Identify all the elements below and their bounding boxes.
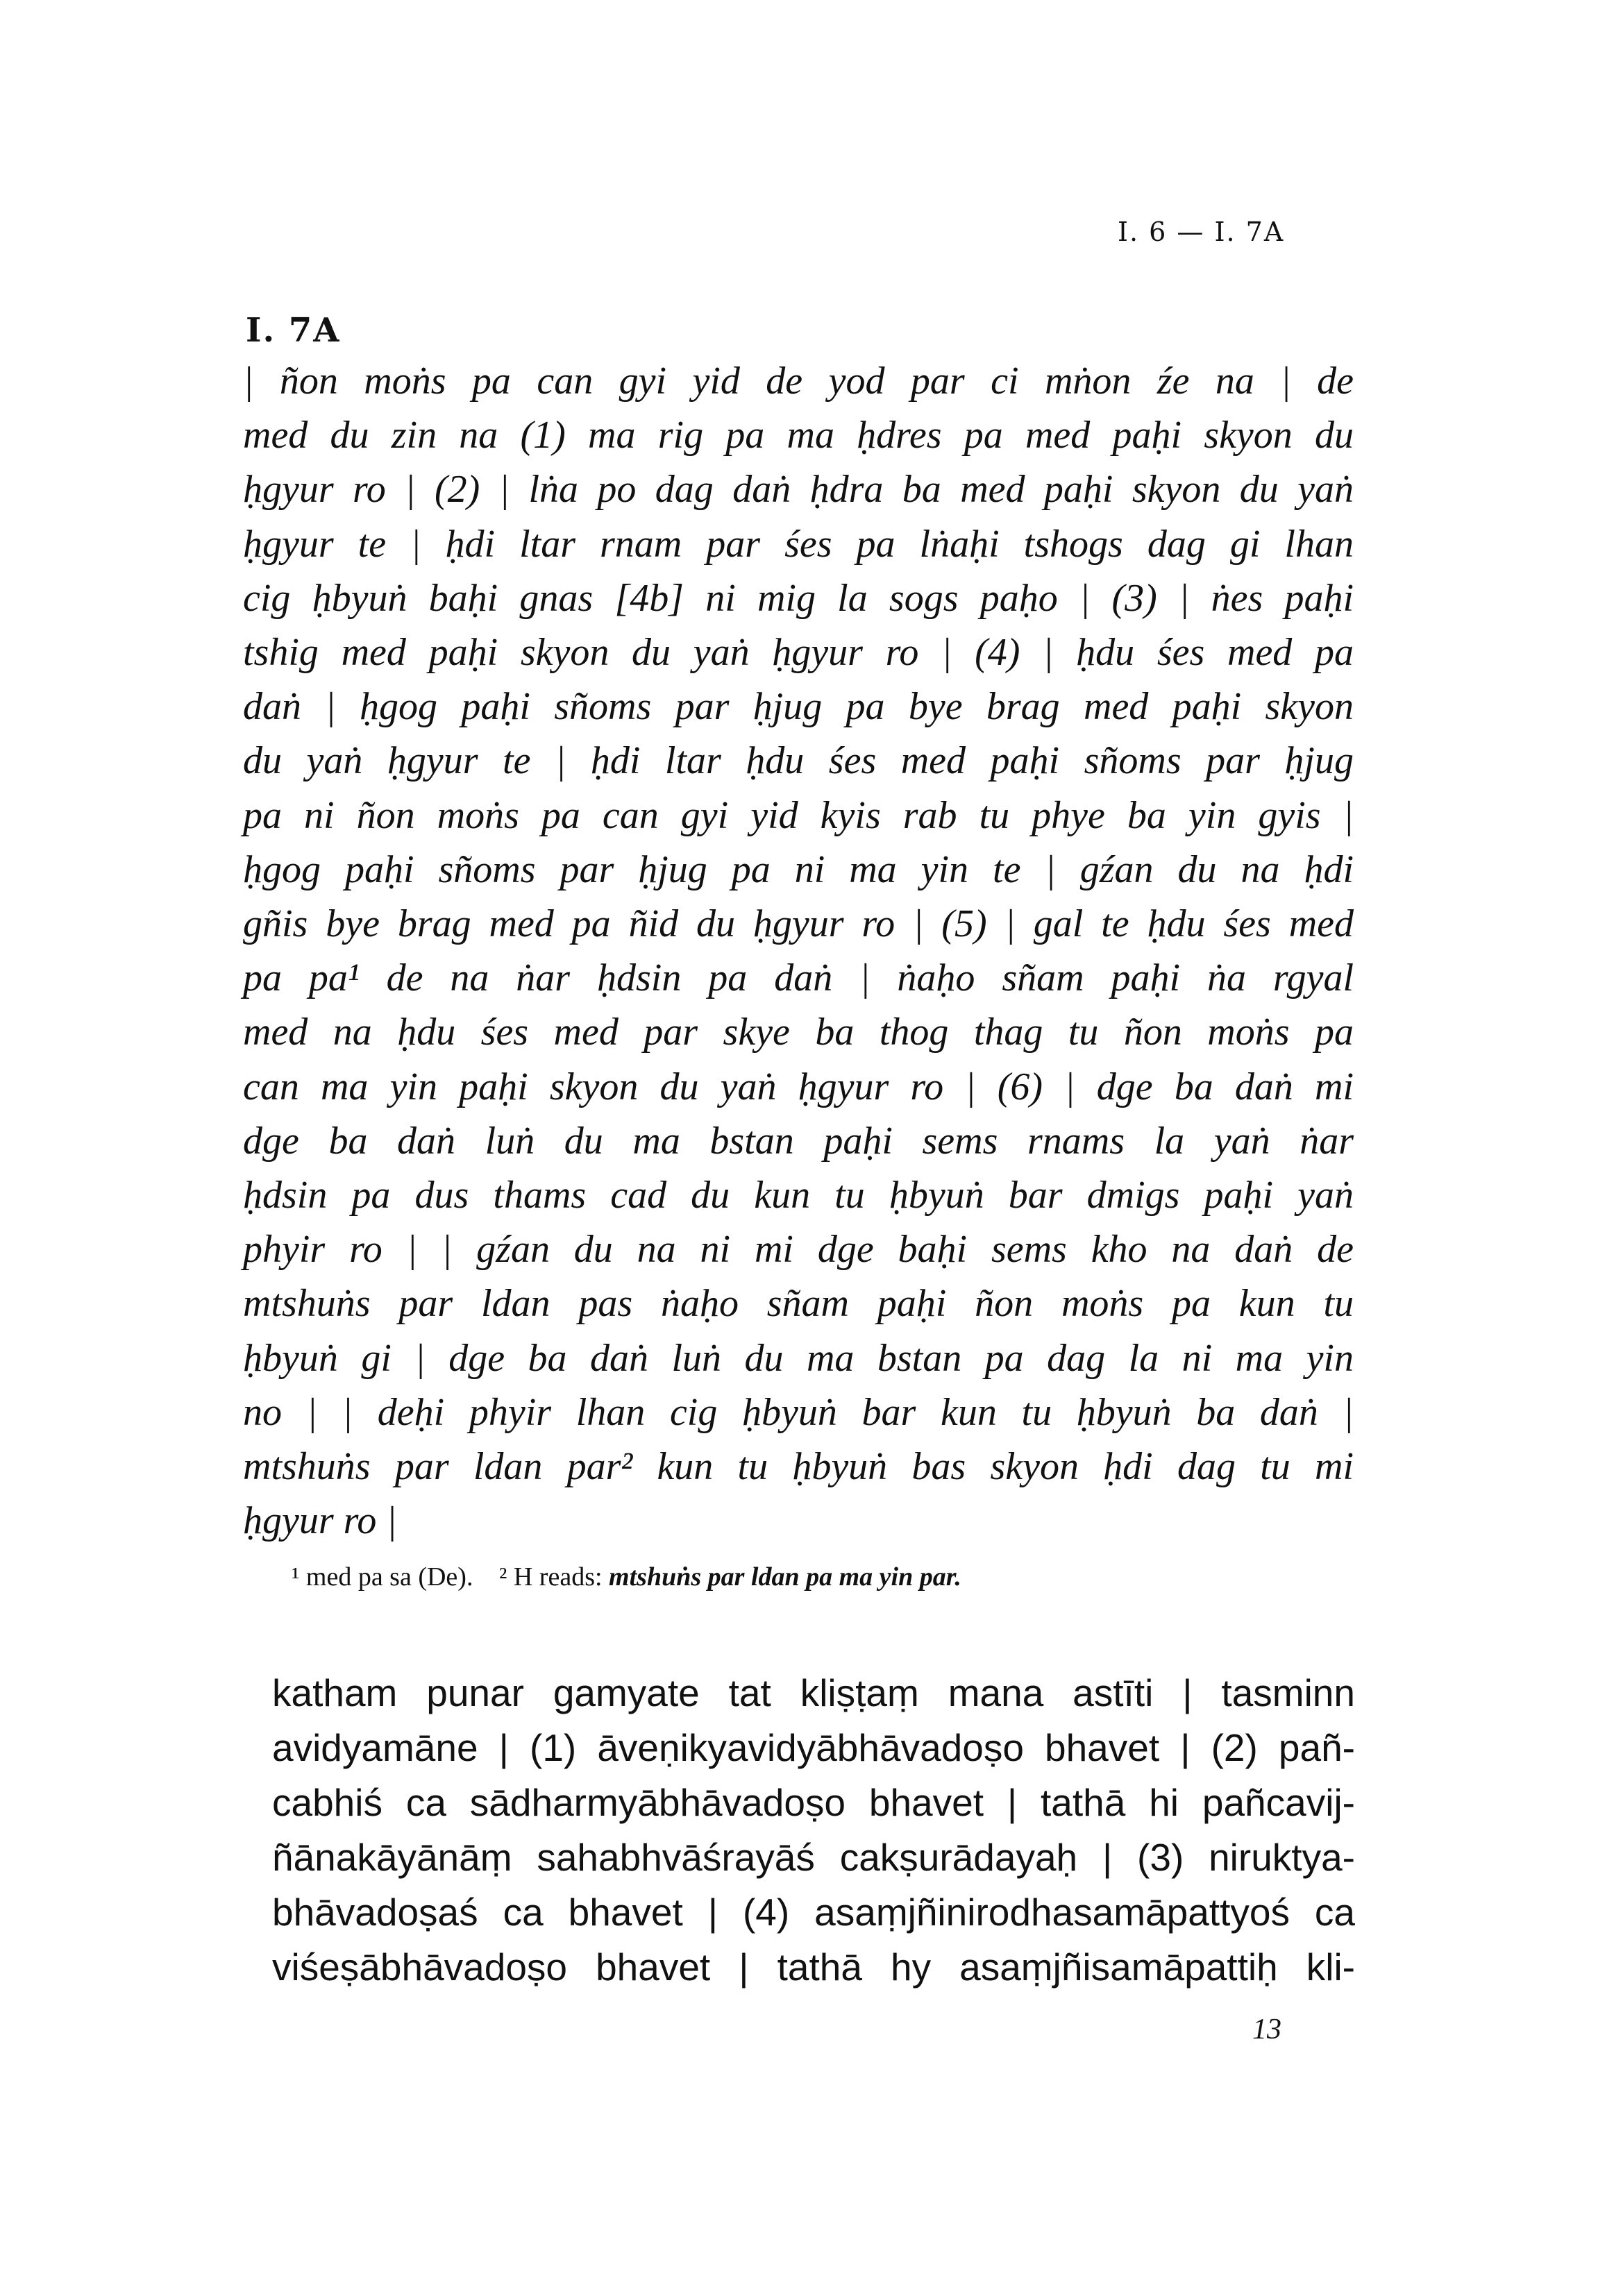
sanskrit-line: bhāvadoṣaś ca bhavet | (4) asaṃjñinirodhasamāpattyoś ca	[272, 1891, 1355, 1934]
footnotes	[292, 1562, 961, 1592]
running-head: I. 6 — I. 7A	[1118, 217, 1285, 247]
tibetan-line: tshig med paḥi skyon du yaṅ ḥgyur ro | (4) | ḥdu śes med pa	[243, 631, 1354, 675]
sanskrit-line: viśeṣābhāvadoṣo bhavet | tathā hy asaṃjñisamāpattiḥ kli-	[272, 1945, 1355, 1989]
tibetan-line: ḥgyur ro |	[243, 1499, 397, 1543]
tibetan-line: | ñon moṅs pa can gyi yid de yod par ci mṅon źe na | de	[243, 360, 1354, 403]
tibetan-line: du yaṅ ḥgyur te | ḥdi ltar ḥdu śes med paḥi sñoms par ḥjug	[243, 739, 1354, 783]
tibetan-line: mtshuṅs par ldan pas ṅaḥo sñam paḥi ñon moṅs pa kun tu	[243, 1282, 1354, 1326]
footnote-2-text: mtshuṅs par ldan pa ma yin par.	[609, 1562, 961, 1592]
tibetan-line: daṅ | ḥgog paḥi sñoms par ḥjug pa bye brag med paḥi skyon	[243, 685, 1354, 729]
tibetan-line: ḥbyuṅ gi | dge ba daṅ luṅ du ma bstan pa dag la ni ma yin	[243, 1336, 1354, 1380]
sanskrit-line: avidyamāne | (1) āveṇikyavidyābhāvadoṣo bhavet | (2) pañ-	[272, 1726, 1355, 1769]
sanskrit-line: katham punar gamyate tat kliṣṭaṃ mana astīti | tasminn	[272, 1671, 1355, 1714]
footnote-1: ¹ med pa sa (De).	[292, 1562, 473, 1592]
tibetan-line: med na ḥdu śes med par skye ba thog thag tu ñon moṅs pa	[243, 1011, 1354, 1054]
tibetan-line: ḥgog paḥi sñoms par ḥjug pa ni ma yin te | gźan du na ḥdi	[243, 847, 1354, 891]
sanskrit-line: cabhiś ca sādharmyābhāvadoṣo bhavet | tathā hi pañcavij-	[272, 1781, 1355, 1824]
tibetan-line: phyir ro | | gźan du na ni mi dge baḥi sems kho na daṅ de	[243, 1228, 1354, 1272]
sanskrit-line: ñānakāyānāṃ sahabhvāśrayāś cakṣurādayaḥ | (3) niruktya-	[272, 1836, 1355, 1879]
tibetan-line: ḥgyur ro | (2) | lṅa po dag daṅ ḥdra ba med paḥi skyon du yaṅ	[243, 468, 1354, 512]
sanskrit-text	[272, 1666, 1355, 1995]
tibetan-text	[243, 354, 1354, 1548]
tibetan-line: cig ḥbyuṅ baḥi gnas [4b] ni mig la sogs paḥo | (3) | ṅes paḥi	[243, 576, 1354, 620]
tibetan-line: pa pa¹ de na ṅar ḥdsin pa daṅ | ṅaḥo sñam paḥi ṅa rgyal	[243, 956, 1354, 1000]
tibetan-line: ḥdsin pa dus thams cad du kun tu ḥbyuṅ bar dmigs paḥi yaṅ	[243, 1174, 1354, 1217]
footnote-2-prefix: ² H reads:	[498, 1562, 609, 1592]
tibetan-line: mtshuṅs par ldan par² kun tu ḥbyuṅ bas skyon ḥdi dag tu mi	[243, 1445, 1354, 1489]
tibetan-line: pa ni ñon moṅs pa can gyi yid kyis rab tu phye ba yin gyis |	[243, 793, 1354, 837]
tibetan-line: no | | deḥi phyir lhan cig ḥbyuṅ bar kun tu ḥbyuṅ ba daṅ |	[243, 1390, 1354, 1434]
page-number: 13	[1252, 2014, 1281, 2045]
tibetan-line: ḥgyur te | ḥdi ltar rnam par śes pa lṅaḥi tshogs dag gi lhan	[243, 522, 1354, 566]
tibetan-line: med du zin na (1) ma rig pa ma ḥdres pa med paḥi skyon du	[243, 414, 1354, 457]
tibetan-line: can ma yin paḥi skyon du yaṅ ḥgyur ro | (6) | dge ba daṅ mi	[243, 1065, 1354, 1108]
tibetan-line: dge ba daṅ luṅ du ma bstan paḥi sems rnams la yaṅ ṅar	[243, 1119, 1354, 1163]
footnote-2	[499, 1562, 961, 1592]
section-label: I. 7A	[246, 311, 341, 350]
tibetan-line: gñis bye brag med pa ñid du ḥgyur ro | (5) | gal te ḥdu śes med	[243, 902, 1354, 946]
